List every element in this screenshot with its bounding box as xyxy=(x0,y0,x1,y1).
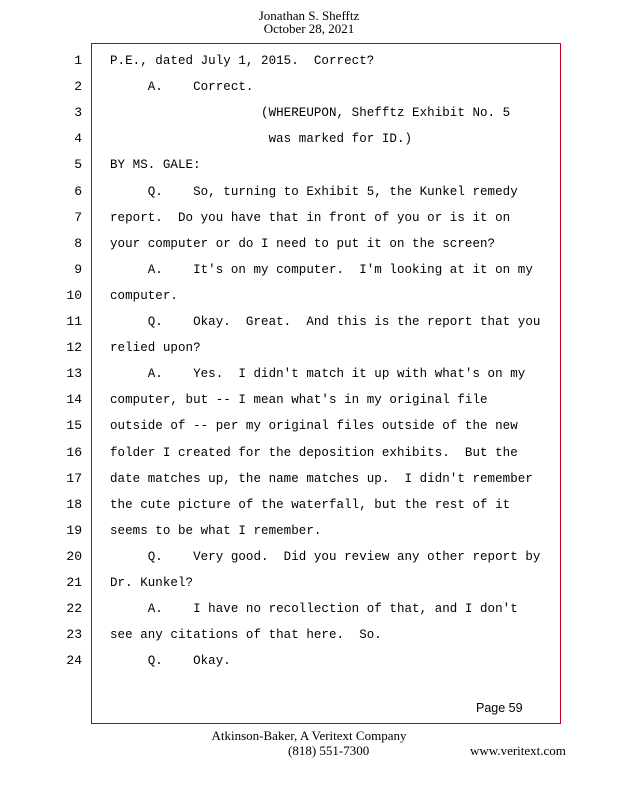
line-number: 21 xyxy=(66,575,82,590)
line-number: 6 xyxy=(74,183,82,199)
transcript-line xyxy=(0,236,618,262)
transcript-line xyxy=(0,105,618,131)
line-number: 19 xyxy=(66,522,82,538)
line-number: 4 xyxy=(74,131,82,147)
transcript-line xyxy=(0,653,618,679)
footer-website: www.veritext.com xyxy=(470,743,566,758)
transcript-line xyxy=(0,79,618,105)
line-number: 12 xyxy=(66,340,82,356)
line-text: was marked for ID.) xyxy=(110,132,413,147)
line-text: relied upon? xyxy=(110,341,201,356)
transcript-line xyxy=(0,210,618,236)
line-text: A. It's on my computer. I'm looking at it on my xyxy=(110,262,533,277)
transcript-line xyxy=(0,157,618,183)
line-text: (WHEREUPON, Shefftz Exhibit No. 5 xyxy=(110,106,511,121)
line-text: A. I have no recollection of that, and I don't xyxy=(110,602,518,617)
transcript-line xyxy=(0,523,618,549)
line-text: your computer or do I need to put it on the screen? xyxy=(110,236,496,251)
transcript-line xyxy=(0,288,618,314)
transcript-line xyxy=(0,314,618,340)
line-text: Q. Okay. xyxy=(110,654,231,669)
line-text: P.E., dated July 1, 2015. Correct? xyxy=(110,54,375,68)
frame-top-border xyxy=(92,43,560,44)
line-text: folder I created for the deposition exhibits. But the xyxy=(110,445,518,460)
transcript-line xyxy=(0,184,618,210)
page-number: Page 59 xyxy=(476,701,523,715)
line-number: 20 xyxy=(66,548,82,564)
line-number: 3 xyxy=(74,105,82,121)
line-number: 7 xyxy=(74,209,82,225)
line-number: 23 xyxy=(66,627,82,643)
deposition-date: October 28, 2021 xyxy=(263,21,355,36)
line-text: computer, but -- I mean what's in my original file xyxy=(110,393,488,408)
line-text: see any citations of that here. So. xyxy=(110,628,382,643)
transcript-line xyxy=(0,549,618,575)
witness-name: Jonathan S. Shefftz xyxy=(258,8,360,23)
transcript-line xyxy=(0,262,618,288)
line-number: 11 xyxy=(66,314,82,329)
transcript-line xyxy=(0,601,618,627)
line-text: date matches up, the name matches up. I didn't remember xyxy=(110,471,533,486)
line-number: 5 xyxy=(74,157,82,173)
line-number: 1 xyxy=(74,53,82,68)
line-number: 18 xyxy=(66,496,82,512)
line-number: 16 xyxy=(66,444,82,460)
line-number: 17 xyxy=(66,470,82,486)
transcript-line xyxy=(0,627,618,653)
transcript-line xyxy=(0,575,618,601)
transcript-line xyxy=(0,445,618,471)
line-number: 22 xyxy=(66,601,82,617)
page-header xyxy=(0,9,618,35)
line-text: Dr. Kunkel? xyxy=(110,576,194,590)
line-text: Q. Okay. Great. And this is the report that you xyxy=(110,315,541,329)
footer-company: Atkinson-Baker, A Veritext Company xyxy=(211,728,407,743)
transcript-line xyxy=(0,53,618,79)
line-text: BY MS. GALE: xyxy=(110,158,201,173)
line-text: the cute picture of the waterfall, but the rest of it xyxy=(110,497,511,512)
line-text: computer. xyxy=(110,288,178,303)
transcript-line xyxy=(0,366,618,392)
line-number: 15 xyxy=(66,418,82,434)
line-text: Q. So, turning to Exhibit 5, the Kunkel remedy xyxy=(110,184,518,199)
transcript-line xyxy=(0,340,618,366)
transcript-line xyxy=(0,131,618,157)
line-number: 13 xyxy=(66,366,82,382)
line-text: A. Correct. xyxy=(110,80,254,95)
line-number: 10 xyxy=(66,287,82,303)
line-number: 8 xyxy=(74,235,82,251)
line-text: seems to be what I remember. xyxy=(110,523,322,538)
transcript-line xyxy=(0,418,618,444)
line-text: report. Do you have that in front of you or is it on xyxy=(110,210,511,225)
line-text: outside of -- per my original files outside of the new xyxy=(110,419,518,434)
line-number: 14 xyxy=(66,392,82,408)
transcript-line xyxy=(0,471,618,497)
line-text: A. Yes. I didn't match it up with what's on my xyxy=(110,367,526,382)
line-number: 24 xyxy=(66,653,82,669)
line-number: 9 xyxy=(74,261,82,277)
footer-phone: (818) 551-7300 xyxy=(288,743,370,758)
line-number: 2 xyxy=(74,79,82,95)
transcript-line xyxy=(0,497,618,523)
line-text: Q. Very good. Did you review any other report by xyxy=(110,549,541,564)
transcript-line xyxy=(0,392,618,418)
